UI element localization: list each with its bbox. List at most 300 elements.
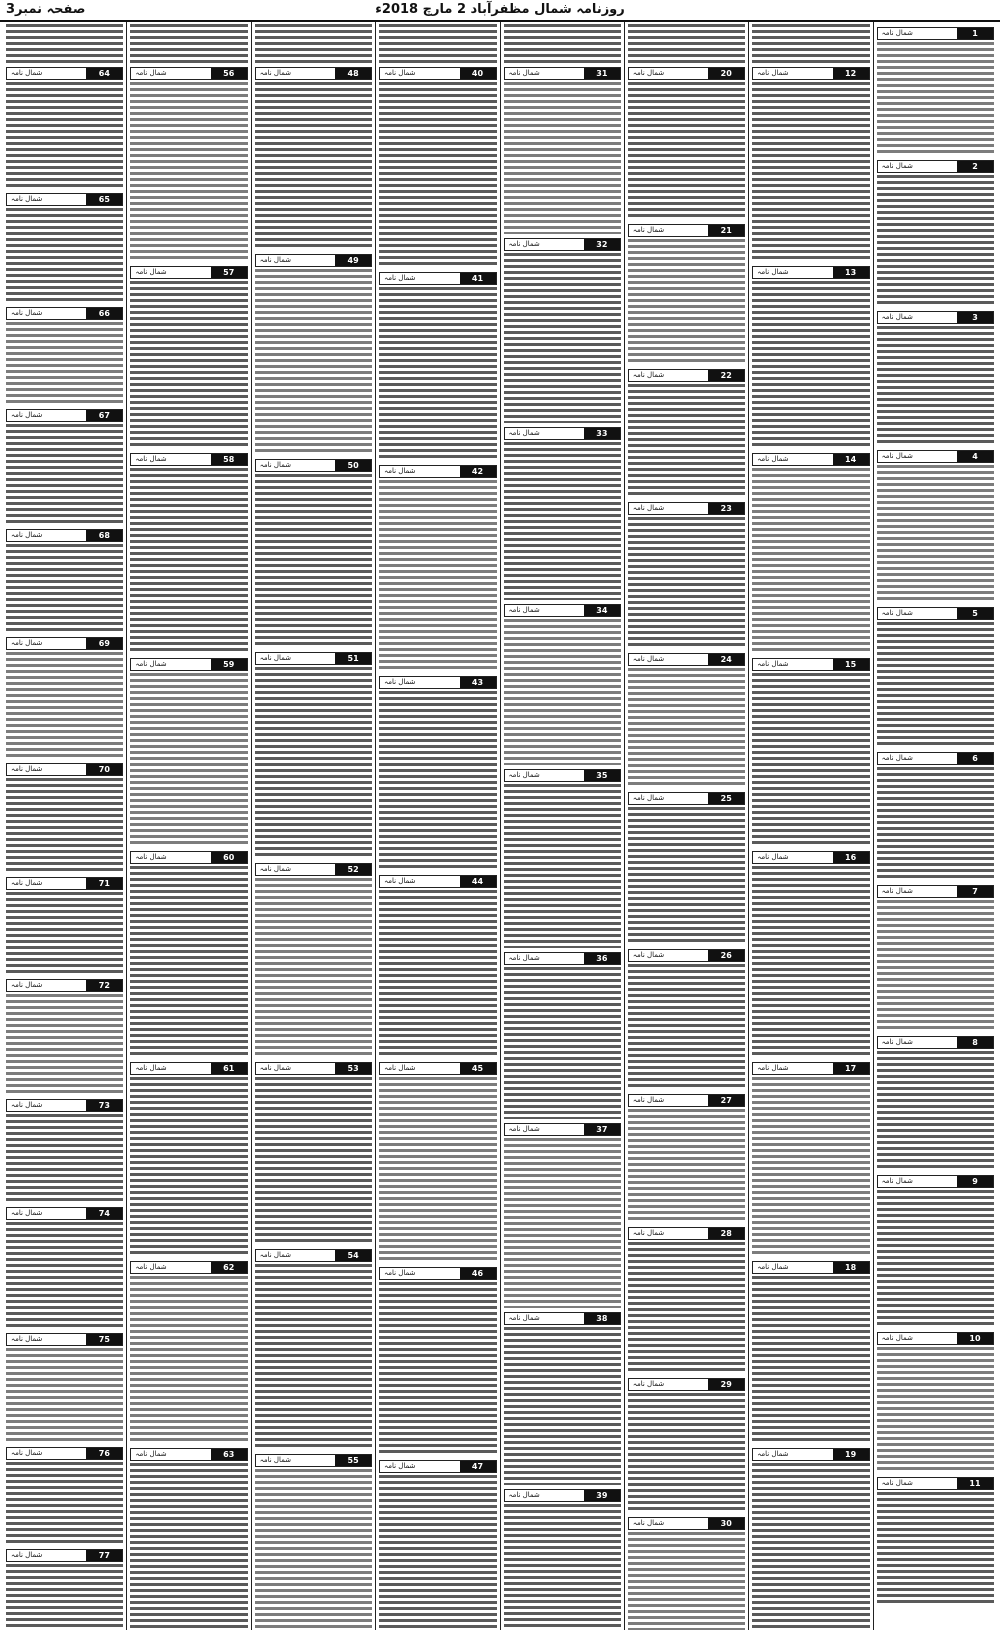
news-item-number: 59: [211, 659, 247, 670]
news-item-section-label: شمال نامہ: [632, 371, 665, 379]
news-item-body: [130, 1276, 247, 1444]
news-item-header: [752, 453, 869, 466]
news-item-header: [877, 1036, 994, 1049]
news-item-section-label: شمال نامہ: [259, 1251, 292, 1259]
news-item: [255, 652, 372, 859]
news-item-number: 40: [460, 68, 496, 79]
news-column: [375, 22, 499, 1630]
news-item-section-label: شمال نامہ: [632, 1519, 665, 1527]
news-item-section-label: شمال نامہ: [508, 1314, 540, 1322]
news-item-header: [877, 607, 994, 620]
news-item-section-label: شمال نامہ: [508, 771, 540, 779]
news-item: [877, 450, 994, 603]
news-item-section-label: شمال نامہ: [881, 887, 913, 895]
news-item-section-label: شمال نامہ: [881, 1177, 913, 1185]
news-item-section-label: شمال نامہ: [384, 69, 416, 77]
news-item-body: [752, 1077, 869, 1257]
news-item-body: [877, 1492, 994, 1606]
news-item-number: 56: [211, 68, 247, 79]
news-item-number: 61: [211, 1063, 247, 1074]
news-item-number: 16: [833, 852, 869, 863]
news-column: [251, 22, 375, 1630]
news-item-header: [255, 863, 372, 876]
news-item-section-label: شمال نامہ: [384, 1269, 416, 1277]
news-item-header: [130, 1261, 247, 1274]
news-item-section-label: شمال نامہ: [508, 429, 540, 437]
news-item-header: [504, 604, 621, 617]
news-item: [255, 254, 372, 455]
news-item-header: [628, 502, 745, 515]
news-item-header: [379, 272, 496, 285]
news-item: [130, 1261, 247, 1444]
news-item-body: [6, 652, 123, 759]
news-item-body: [255, 878, 372, 1058]
news-item-number: 67: [86, 410, 122, 421]
news-item: [255, 24, 372, 250]
news-item-number: 55: [335, 1455, 371, 1466]
news-item-number: 2: [957, 161, 993, 172]
news-item: [628, 502, 745, 649]
news-item-section-label: شمال نامہ: [135, 1450, 167, 1458]
news-item-number: 22: [708, 370, 744, 381]
news-item-number: 17: [833, 1063, 869, 1074]
news-item-section-label: شمال نامہ: [11, 1449, 43, 1457]
news-item-section-label: شمال نامہ: [881, 162, 913, 170]
news-item: [877, 1175, 994, 1328]
news-item-body: [255, 1469, 372, 1630]
news-item: [6, 409, 123, 525]
news-item-body: [379, 82, 496, 268]
news-item-header: [130, 67, 247, 80]
news-item-number: 21: [708, 225, 744, 236]
news-item-header: [130, 453, 247, 466]
news-item: [6, 529, 123, 633]
news-item-body: [6, 994, 123, 1095]
news-item-header: [379, 465, 496, 478]
news-item: [628, 792, 745, 945]
news-item-body: [877, 1347, 994, 1473]
news-item-header: [255, 459, 372, 472]
news-item-header: [752, 658, 869, 671]
news-item-section-label: شمال نامہ: [757, 268, 789, 276]
news-item: [752, 453, 869, 654]
news-item: [255, 459, 372, 648]
news-item-header: [628, 67, 745, 80]
news-item-header: [130, 658, 247, 671]
news-item: [130, 851, 247, 1058]
news-item-body: [504, 253, 621, 423]
news-item: [504, 604, 621, 765]
news-item-section-label: شمال نامہ: [11, 1101, 43, 1109]
news-item-number: 37: [584, 1124, 620, 1135]
news-item: [6, 307, 123, 405]
news-item-number: 43: [460, 677, 496, 688]
news-item-header: [6, 1333, 123, 1346]
news-item-body: [628, 1532, 745, 1630]
news-item-number: 44: [460, 876, 496, 887]
continued-text: [6, 24, 123, 64]
news-item-header: [255, 67, 372, 80]
news-item-number: 53: [335, 1063, 371, 1074]
news-item-header: [130, 1448, 247, 1461]
news-item-section-label: شمال نامہ: [259, 1064, 292, 1072]
news-item: [628, 1378, 745, 1513]
news-item-number: 36: [584, 953, 620, 964]
continued-text: [628, 24, 745, 64]
news-item-header: [6, 1549, 123, 1562]
news-item-section-label: شمال نامہ: [11, 639, 43, 647]
news-item-section-label: شمال نامہ: [508, 1125, 540, 1133]
news-item-section-label: شمال نامہ: [259, 1456, 292, 1464]
news-item-number: 49: [335, 255, 371, 266]
news-item-body: [130, 1463, 247, 1630]
news-item-header: [6, 1447, 123, 1460]
news-item: [877, 752, 994, 881]
news-item-body: [504, 1327, 621, 1485]
news-item-body: [877, 326, 994, 446]
news-item-header: [628, 1227, 745, 1240]
news-column: [3, 22, 126, 1630]
news-item-body: [130, 1077, 247, 1257]
news-item: [255, 863, 372, 1058]
news-item-number: 10: [957, 1333, 993, 1344]
news-item-header: [877, 311, 994, 324]
news-item-header: [877, 885, 994, 898]
news-item-number: 64: [86, 68, 122, 79]
news-item-number: 63: [211, 1449, 247, 1460]
news-column: [500, 22, 624, 1630]
news-item-number: 45: [460, 1063, 496, 1074]
news-item: [6, 637, 123, 759]
news-item-body: [752, 1276, 869, 1444]
page-number-label: صفحہ نمبر3: [6, 2, 86, 17]
news-item-header: [130, 1062, 247, 1075]
news-item-body: [255, 82, 372, 250]
news-item: [504, 952, 621, 1119]
continued-text: [379, 24, 496, 64]
news-item-number: 20: [708, 68, 744, 79]
news-item-number: 77: [86, 1550, 122, 1561]
news-item-section-label: شمال نامہ: [881, 1334, 913, 1342]
news-item-body: [6, 1114, 123, 1203]
news-item-header: [628, 653, 745, 666]
continued-text: [255, 24, 372, 64]
news-item-body: [6, 82, 123, 189]
news-item-body: [877, 175, 994, 307]
news-item-section-label: شمال نامہ: [757, 1450, 789, 1458]
news-item-section-label: شمال نامہ: [11, 1209, 43, 1217]
news-item-number: 32: [584, 239, 620, 250]
news-item-section-label: شمال نامہ: [757, 455, 789, 463]
news-item: [877, 607, 994, 748]
news-item-section-label: شمال نامہ: [11, 309, 43, 317]
news-item-body: [628, 1109, 745, 1223]
news-item: [752, 658, 869, 847]
news-item: [379, 875, 496, 1058]
news-item-number: 15: [833, 659, 869, 670]
news-item-number: 66: [86, 308, 122, 319]
news-item: [130, 1062, 247, 1257]
news-item-header: [6, 637, 123, 650]
news-item-number: 33: [584, 428, 620, 439]
masthead: [0, 0, 1000, 22]
news-item-header: [6, 193, 123, 206]
news-item-body: [6, 424, 123, 525]
news-item-header: [6, 67, 123, 80]
news-item-body: [379, 1282, 496, 1456]
news-item-number: 26: [708, 950, 744, 961]
news-item-header: [752, 851, 869, 864]
news-item-section-label: شمال نامہ: [881, 609, 913, 617]
news-item-section-label: شمال نامہ: [135, 69, 167, 77]
news-item-header: [504, 952, 621, 965]
news-item-section-label: شمال نامہ: [632, 504, 665, 512]
news-item-number: 46: [460, 1268, 496, 1279]
news-item-number: 60: [211, 852, 247, 863]
continued-text: [130, 24, 247, 64]
news-item-body: [379, 691, 496, 871]
news-item-body: [6, 892, 123, 975]
news-item-body: [628, 384, 745, 498]
news-item-body: [877, 622, 994, 748]
news-item-header: [255, 254, 372, 267]
news-item: [379, 24, 496, 268]
news-item-section-label: شمال نامہ: [11, 1335, 43, 1343]
news-item-number: 42: [460, 466, 496, 477]
news-item-header: [504, 1312, 621, 1325]
news-item: [130, 658, 247, 847]
news-item-body: [628, 807, 745, 945]
news-item-number: 3: [957, 312, 993, 323]
news-item: [752, 24, 869, 262]
news-item-section-label: شمال نامہ: [508, 69, 540, 77]
news-item-header: [379, 1460, 496, 1473]
news-item-header: [504, 1123, 621, 1136]
news-item-number: 5: [957, 608, 993, 619]
news-item-section-label: شمال نامہ: [135, 455, 167, 463]
news-item-body: [6, 322, 123, 405]
news-item: [6, 1207, 123, 1329]
news-item-section-label: شمال نامہ: [384, 1462, 416, 1470]
news-item-header: [877, 27, 994, 40]
news-item-number: 12: [833, 68, 869, 79]
news-item-body: [379, 1475, 496, 1630]
news-item-body: [6, 1462, 123, 1545]
news-item-section-label: شمال نامہ: [632, 226, 665, 234]
news-item: [6, 193, 123, 303]
news-item-body: [628, 82, 745, 220]
news-item-section-label: شمال نامہ: [632, 1096, 665, 1104]
news-item-section-label: شمال نامہ: [259, 461, 292, 469]
news-item: [379, 1460, 496, 1630]
news-item-section-label: شمال نامہ: [757, 853, 789, 861]
news-item-body: [752, 866, 869, 1058]
news-item-header: [752, 266, 869, 279]
news-item-header: [255, 652, 372, 665]
news-item-number: 1: [957, 28, 993, 39]
news-item: [6, 1333, 123, 1443]
news-item: [130, 266, 247, 449]
news-item: [379, 465, 496, 672]
news-item-number: 35: [584, 770, 620, 781]
news-item-section-label: شمال نامہ: [11, 531, 43, 539]
news-item: [130, 1448, 247, 1630]
continued-text: [504, 24, 621, 64]
news-item-body: [504, 967, 621, 1119]
news-item-number: 47: [460, 1461, 496, 1472]
news-item: [130, 453, 247, 654]
news-item-header: [628, 369, 745, 382]
news-item: [6, 1099, 123, 1203]
news-item-number: 24: [708, 654, 744, 665]
news-item-body: [628, 1393, 745, 1513]
news-item-body: [6, 544, 123, 633]
news-item: [877, 1477, 994, 1606]
news-item-body: [130, 866, 247, 1058]
news-item-header: [6, 1099, 123, 1112]
news-item-header: [628, 792, 745, 805]
news-item-number: 9: [957, 1176, 993, 1187]
newspaper-title: روزنامہ شمال مظفرآباد 2 مارچ 2018ء: [375, 2, 625, 17]
news-item-header: [255, 1454, 372, 1467]
news-item-header: [6, 1207, 123, 1220]
news-item-number: 7: [957, 886, 993, 897]
news-item-number: 6: [957, 753, 993, 764]
news-item-header: [504, 67, 621, 80]
news-item: [628, 1517, 745, 1630]
news-item-section-label: شمال نامہ: [757, 69, 789, 77]
news-item-section-label: شمال نامہ: [259, 256, 292, 264]
news-item-number: 54: [335, 1250, 371, 1261]
news-item-body: [6, 208, 123, 303]
news-item: [504, 238, 621, 423]
news-item: [6, 877, 123, 975]
news-item: [752, 1448, 869, 1630]
news-item-section-label: شمال نامہ: [881, 1479, 913, 1487]
news-item-number: 4: [957, 451, 993, 462]
news-item-header: [877, 160, 994, 173]
news-item-body: [877, 465, 994, 603]
news-item-number: 51: [335, 653, 371, 664]
news-item: [255, 1062, 372, 1245]
news-item-body: [628, 239, 745, 365]
news-item-header: [877, 1175, 994, 1188]
news-item-body: [752, 468, 869, 654]
news-item-number: 62: [211, 1262, 247, 1273]
news-item-number: 28: [708, 1228, 744, 1239]
news-item-section-label: شمال نامہ: [384, 467, 416, 475]
news-item: [752, 1062, 869, 1257]
news-item-section-label: شمال نامہ: [632, 794, 665, 802]
news-item: [628, 369, 745, 498]
news-item-body: [752, 281, 869, 449]
news-item-number: 25: [708, 793, 744, 804]
news-item: [6, 763, 123, 873]
news-item-section-label: شمال نامہ: [881, 1038, 913, 1046]
news-item-body: [130, 468, 247, 654]
news-item: [504, 1489, 621, 1630]
news-item: [504, 1123, 621, 1308]
news-item: [504, 1312, 621, 1485]
news-item: [379, 1267, 496, 1456]
news-item-body: [752, 82, 869, 262]
news-item: [628, 1227, 745, 1374]
news-item-section-label: شمال نامہ: [11, 879, 43, 887]
news-item-body: [504, 784, 621, 948]
news-item: [877, 885, 994, 1032]
news-item-number: 50: [335, 460, 371, 471]
news-item-header: [6, 763, 123, 776]
news-item-header: [6, 529, 123, 542]
news-item-number: 13: [833, 267, 869, 278]
news-item-body: [255, 667, 372, 859]
news-item-section-label: شمال نامہ: [11, 69, 43, 77]
news-item-header: [752, 1261, 869, 1274]
news-item: [628, 949, 745, 1090]
news-item-body: [504, 442, 621, 600]
news-item-section-label: شمال نامہ: [508, 606, 540, 614]
news-item-section-label: شمال نامہ: [384, 877, 416, 885]
news-item-header: [504, 1489, 621, 1502]
news-item-section-label: شمال نامہ: [632, 1380, 665, 1388]
news-item-number: 27: [708, 1095, 744, 1106]
news-item-header: [6, 979, 123, 992]
news-item-section-label: شمال نامہ: [11, 411, 43, 419]
news-column: [748, 22, 872, 1630]
news-item-header: [379, 1062, 496, 1075]
news-item: [628, 24, 745, 220]
news-item-body: [628, 964, 745, 1090]
news-item-header: [628, 224, 745, 237]
continued-text: [752, 24, 869, 64]
news-item: [6, 1549, 123, 1630]
news-item-number: 8: [957, 1037, 993, 1048]
news-item-header: [379, 676, 496, 689]
news-item-body: [504, 1504, 621, 1630]
news-item-body: [379, 890, 496, 1058]
news-item-number: 41: [460, 273, 496, 284]
news-item-header: [130, 851, 247, 864]
news-item-body: [255, 1077, 372, 1245]
news-item-body: [6, 778, 123, 873]
news-item-number: 38: [584, 1313, 620, 1324]
news-column: [873, 22, 997, 1630]
news-item-number: 57: [211, 267, 247, 278]
news-item-section-label: شمال نامہ: [11, 1551, 43, 1559]
news-item-section-label: شمال نامہ: [259, 865, 292, 873]
news-item-number: 11: [957, 1478, 993, 1489]
news-item-body: [379, 287, 496, 461]
news-item-body: [255, 474, 372, 648]
news-item-section-label: شمال نامہ: [881, 313, 913, 321]
news-item-section-label: شمال نامہ: [135, 1064, 167, 1072]
news-item-header: [504, 238, 621, 251]
news-item-section-label: شمال نامہ: [881, 452, 913, 460]
news-item: [628, 224, 745, 365]
news-item-number: 69: [86, 638, 122, 649]
news-item-body: [379, 1077, 496, 1263]
news-item-header: [877, 450, 994, 463]
news-item-section-label: شمال نامہ: [508, 1491, 540, 1499]
news-item-body: [255, 1264, 372, 1450]
news-item-header: [255, 1249, 372, 1262]
news-item-number: 70: [86, 764, 122, 775]
news-item-number: 73: [86, 1100, 122, 1111]
news-item-number: 52: [335, 864, 371, 875]
news-item-header: [628, 1517, 745, 1530]
news-item-header: [877, 1477, 994, 1490]
news-item: [255, 1249, 372, 1450]
